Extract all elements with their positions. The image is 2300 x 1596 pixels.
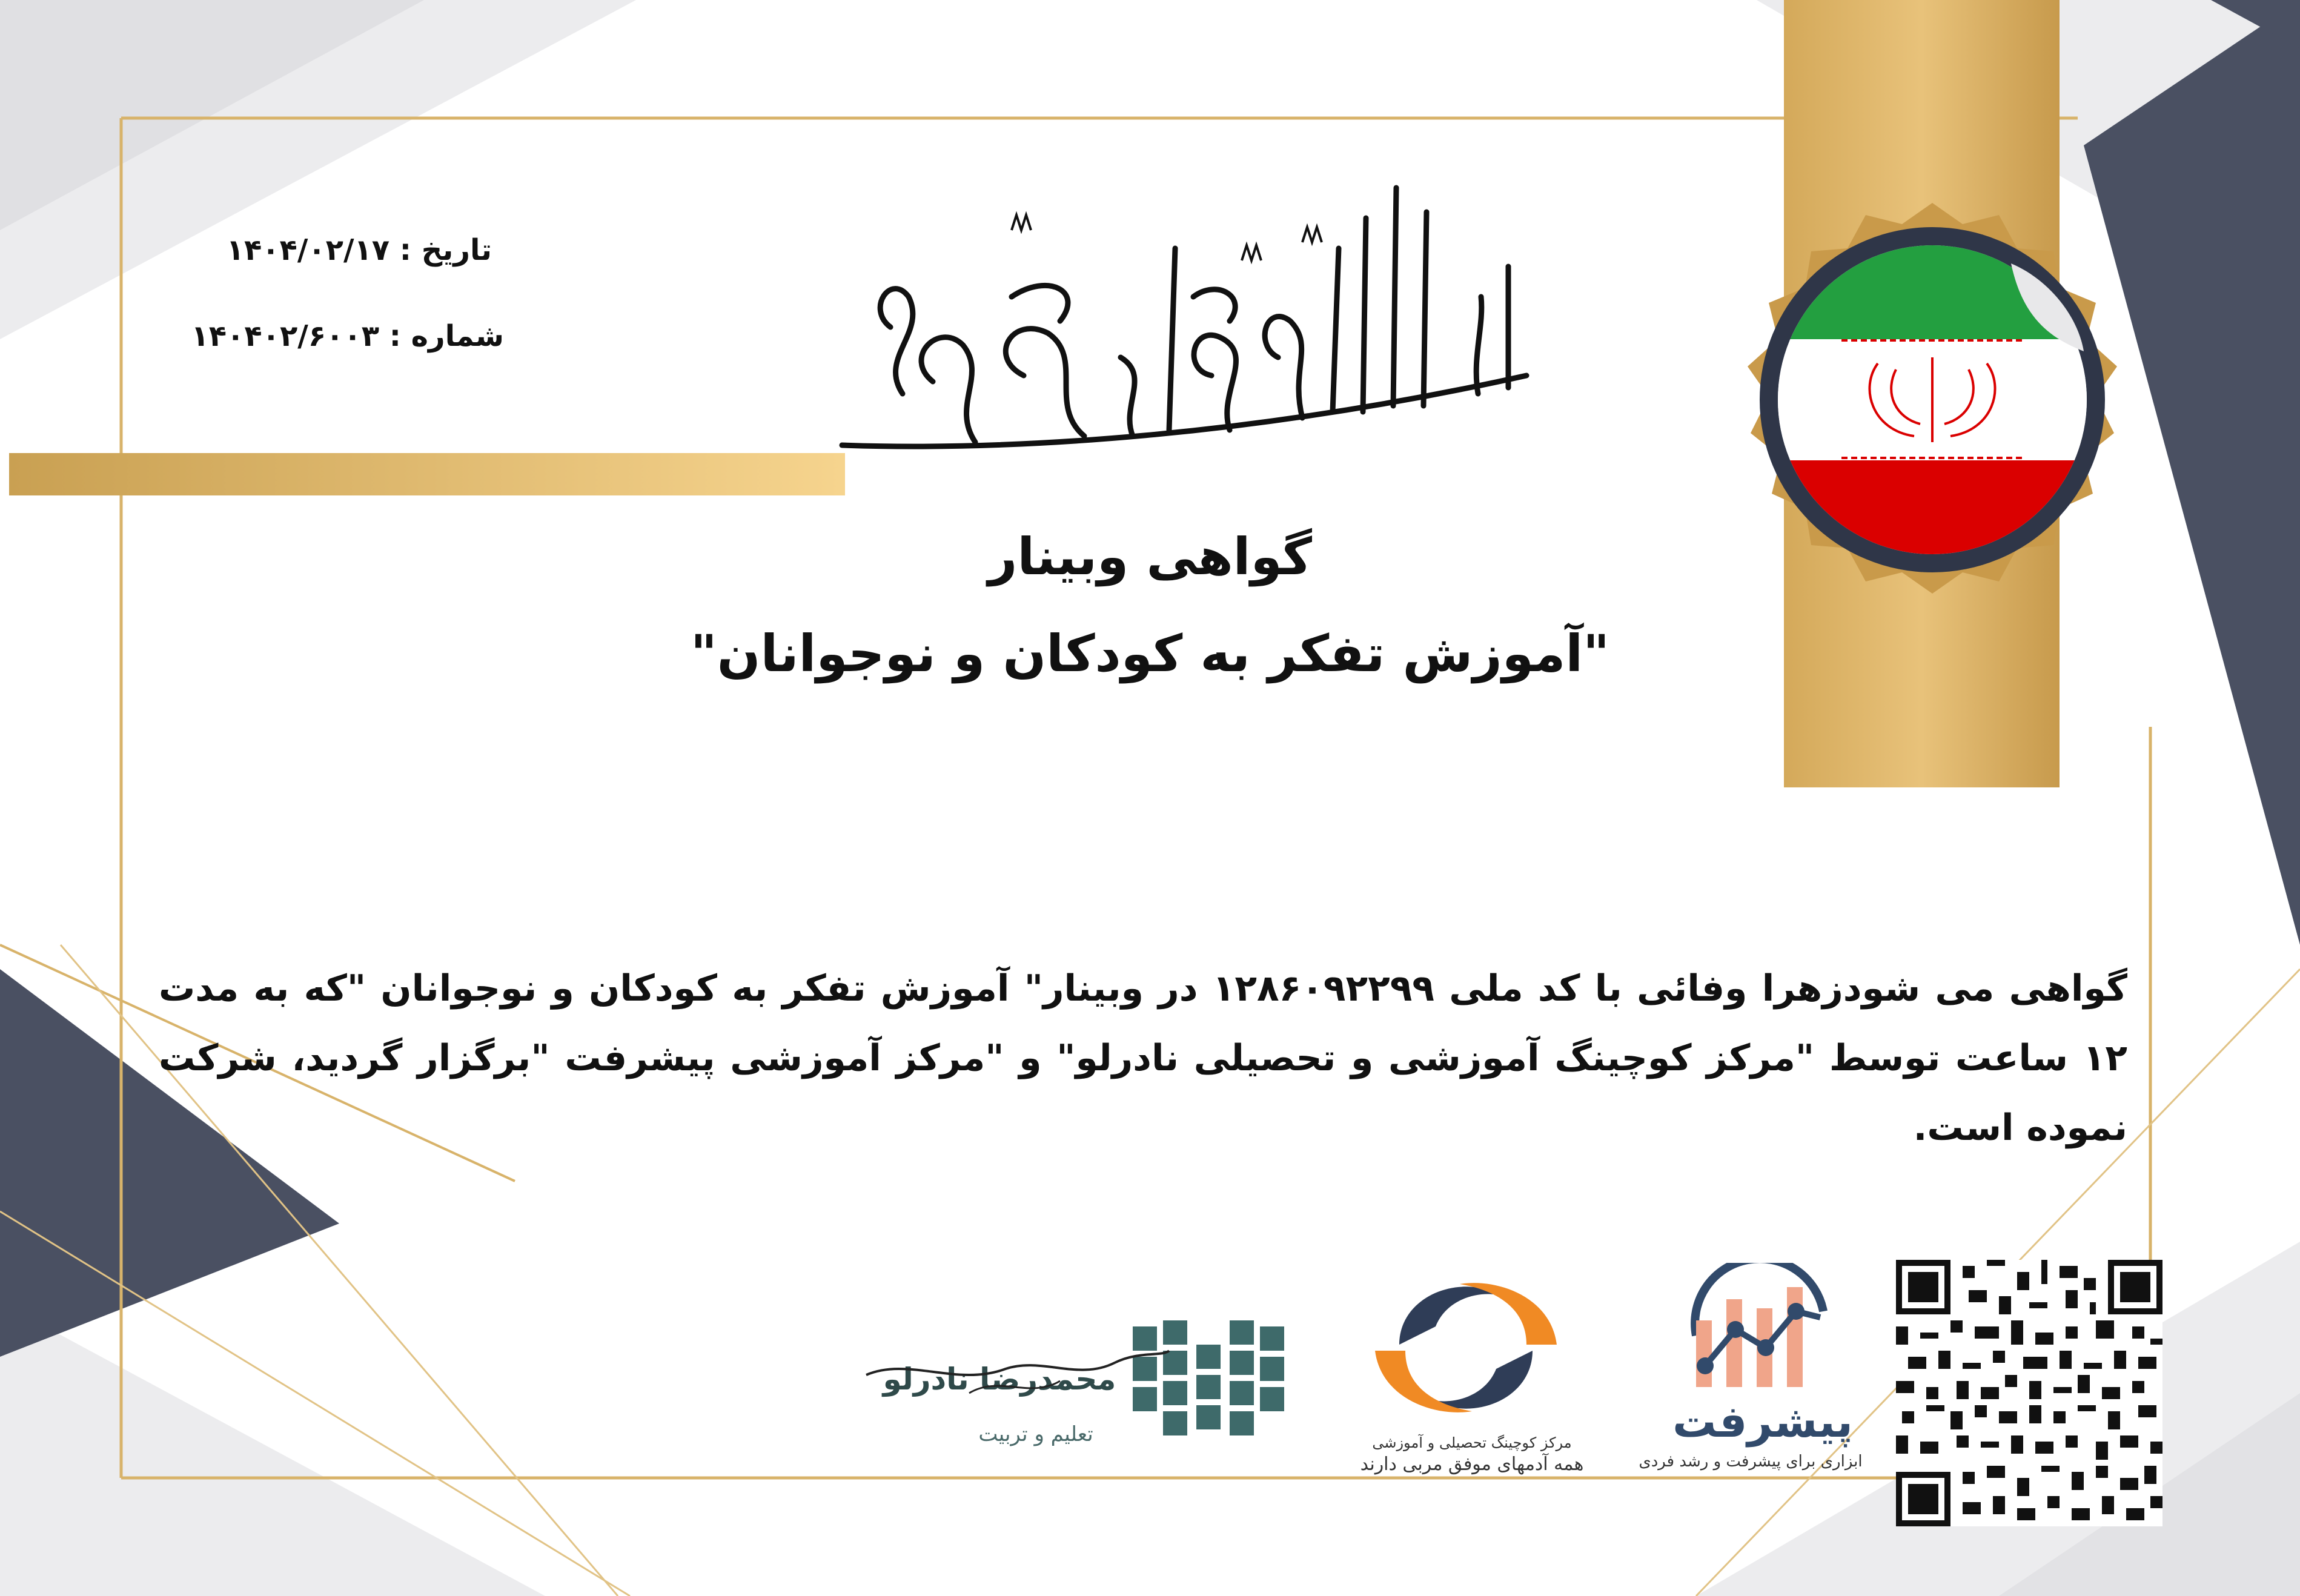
flag-seal: [1696, 200, 2169, 672]
signature-icon: [860, 1333, 1175, 1405]
pishraft-logo-icon: [1672, 1263, 1848, 1396]
coaching-caption-top: مرکز کوچینگ تحصیلی و آموزشی: [1372, 1434, 1572, 1451]
certificate-body: گواهی می شودزهرا وفائی با کد ملی ۱۲۸۶۰۹۲۲۹۹ در وبینار" آموزش تفکر به کودکان و نوجوانان "که به مدت ۱۲ ساعت توسط "مرکز کوچینگ آموزشی و تحصیلی نادرلو" و "مرکز آموزشی پیشرفت "برگزار گردید، شرکت نموده است.: [159, 967, 2127, 1149]
number-label: شماره : ۱۴۰۴۰۲/۶۰۰۳: [191, 319, 504, 353]
naderlou-name: محمدرضا نادرلو: [883, 1362, 1116, 1397]
qr-code-icon[interactable]: [1896, 1260, 2162, 1526]
bismillah-calligraphy: [830, 176, 1533, 466]
naderlou-tagline: تعلیم و تربیت: [978, 1422, 1093, 1446]
pishraft-name: پیشرفت: [1672, 1396, 1853, 1447]
pishraft-tagline: ابزاری برای پیشرفت و رشد فردی: [1639, 1452, 1863, 1471]
coaching-center-logo-icon: [1363, 1266, 1569, 1429]
certificate-title: گواهی وبینار: [987, 527, 1312, 586]
coaching-caption-bottom: همه آدمهای موفق مربی دارند: [1360, 1454, 1584, 1475]
date-label: تاریخ : ۱۴۰۴/۰۲/۱۷: [226, 233, 492, 267]
certificate-subtitle: "آموزش تفکر به کودکان و نوجوانان": [691, 624, 1609, 683]
